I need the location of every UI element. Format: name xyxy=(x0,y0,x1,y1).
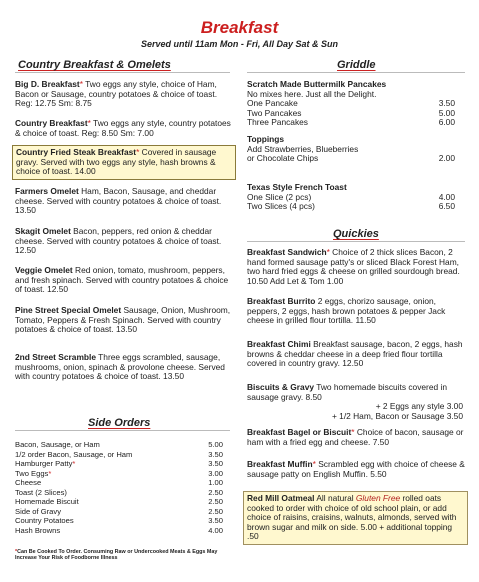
list-item: Cheese 1.00 xyxy=(15,478,223,487)
menu-item-big-d: Big D. Breakfast* Two eggs any style, choice of Ham, Bacon or Sausage, country potatoes & choice of toast. Reg: 12.75 Sm: 8.75 xyxy=(15,79,218,109)
section-griddle-heading: Griddle xyxy=(337,59,376,71)
list-item: Side of Gravy 2.50 xyxy=(15,506,223,516)
menu-item-veggie-omelet: Veggie Omelet Red onion, tomato, mushroom, peppers, and fresh spinach. Served with country potatoes & choice of toast. 12.50 xyxy=(15,265,229,295)
menu-title: Breakfast xyxy=(200,18,279,37)
menu-item-breakfast-bagel: Breakfast Bagel or Biscuit* Choice of bacon, sausage or ham with a fried egg and cheese. 7.50 xyxy=(247,427,464,447)
list-item: Two Pancakes 5.00 xyxy=(247,107,455,118)
section-divider xyxy=(247,72,465,73)
list-item: Hamburger Patty* 3.50 xyxy=(15,459,223,468)
menu-item-pine-street-omelet: Pine Street Special Omelet Sausage, Onion, Mushroom, Tomato, Peppers & Fresh Spinach. Served with country potatoes & choice of toast. 13.50 xyxy=(15,305,231,335)
list-item: Toast (2 Slices) 2.50 xyxy=(15,487,223,497)
menu-item-2nd-street-scramble: 2nd Street Scramble Three eggs scrambled, sausage, mushrooms, onion, spinach & provolone cheese. Served with country potatoes & choice of toast. 13.50 xyxy=(15,352,225,382)
menu-subtitle: Served until 11am Mon - Fri, All Day Sat & Sun xyxy=(140,39,339,49)
section-side-orders-heading: Side Orders xyxy=(88,417,151,429)
menu-item-farmers-omelet: Farmers Omelet Ham, Bacon, Sausage, and cheddar cheese. Served with country potatoes & choice of toast. 13.50 xyxy=(15,186,222,216)
menu-item-breakfast-burrito: Breakfast Burrito 2 eggs, chorizo sausage, onion, peppers, 2 eggs, hash brown potatoes & pepper Jack cheese in grilled flour tortilla. 11.50 xyxy=(247,296,446,326)
griddle-pancakes: Scratch Made Buttermilk Pancakes No mixes here. Just all the Delight. One Pancake 3.50 Two Pancakes 5.00 Three Pancakes 6.00 xyxy=(247,79,455,128)
section-quickies-heading: Quickies xyxy=(333,228,379,240)
section-country-heading: Country Breakfast & Omelets xyxy=(18,59,171,71)
list-item: Two Slices (4 pcs) 6.50 xyxy=(247,201,455,212)
menu-item-breakfast-chimi: Breakfast Chimi Breakfast sausage, bacon, 2 eggs, hash browns & cheddar cheese in a deep fried flour tortilla covered in country gravy. 12.50 xyxy=(247,339,463,369)
list-item: Hash Browns 4.00 xyxy=(15,525,223,535)
griddle-french-toast: Texas Style French Toast One Slice (2 pcs) 4.00 Two Slices (4 pcs) 6.50 xyxy=(247,182,455,212)
list-item: One Slice (2 pcs) 4.00 xyxy=(247,191,455,202)
side-orders-list xyxy=(15,440,223,535)
section-divider xyxy=(247,241,465,242)
menu-item-red-mill-oatmeal: Red Mill Oatmeal All natural Gluten Free rolled oats cooked to order with choice of old school plain, or add choice of raisins, craisins, walnuts, almonds, served with brown sugar and milk on side. 5.00 + additional topping .50 xyxy=(243,491,468,545)
menu-item-breakfast-sandwich: Breakfast Sandwich* Choice of 2 thick slices Bacon, 2 hand formed sausage patty's or sliced Black Forest Ham, two hard fried eggs & cheese on grilled sourdough bread. 10.50 Add Let & Tom 1.00 xyxy=(247,247,460,286)
menu-item-breakfast-muffin: Breakfast Muffin* Scrambled egg with choice of cheese & sausage patty on English Muffin. 5.50 xyxy=(247,459,465,479)
list-item: One Pancake 3.50 xyxy=(247,98,455,109)
menu-item-biscuits-gravy: Biscuits & Gravy Two homemade biscuits covered in sausage gravy. 8.50 + 2 Eggs any style 3.00 + 1/2 Ham, Bacon or Sausage 3.50 xyxy=(247,382,463,421)
menu-item-country-breakfast: Country Breakfast* Two eggs any style, country potatoes & choice of toast. Reg: 8.50 Sm: 7.00 xyxy=(15,118,231,138)
list-item: Homemade Biscuit 2.50 xyxy=(15,497,223,506)
section-divider xyxy=(15,72,230,73)
menu-item-skagit-omelet: Skagit Omelet Bacon, peppers, red onion & cheddar cheese. Served with country potatoes & choice of toast. 12.50 xyxy=(15,226,222,256)
list-item: Two Eggs* 3.00 xyxy=(15,468,223,478)
griddle-toppings: Toppings Add Strawberries, Blueberries or Chocolate Chips 2.00 xyxy=(247,134,455,164)
list-item: 1/2 order Bacon, Sausage, or Ham 3.50 xyxy=(15,449,223,459)
section-divider xyxy=(15,430,230,431)
footnote: *Can Be Cooked To Order. Consuming Raw or Undercooked Meats & Eggs May Increase Your Risk of Foodborne Illness xyxy=(15,549,218,562)
list-item: Country Potatoes 3.50 xyxy=(15,516,223,525)
list-item: Bacon, Sausage, or Ham 5.00 xyxy=(15,440,223,449)
menu-item-country-fried-steak: Country Fried Steak Breakfast* Covered in sausage gravy. Served with two eggs any style, hash browns & choice of toast. 14.00 xyxy=(12,145,236,180)
list-item: Three Pancakes 6.00 xyxy=(247,117,455,128)
